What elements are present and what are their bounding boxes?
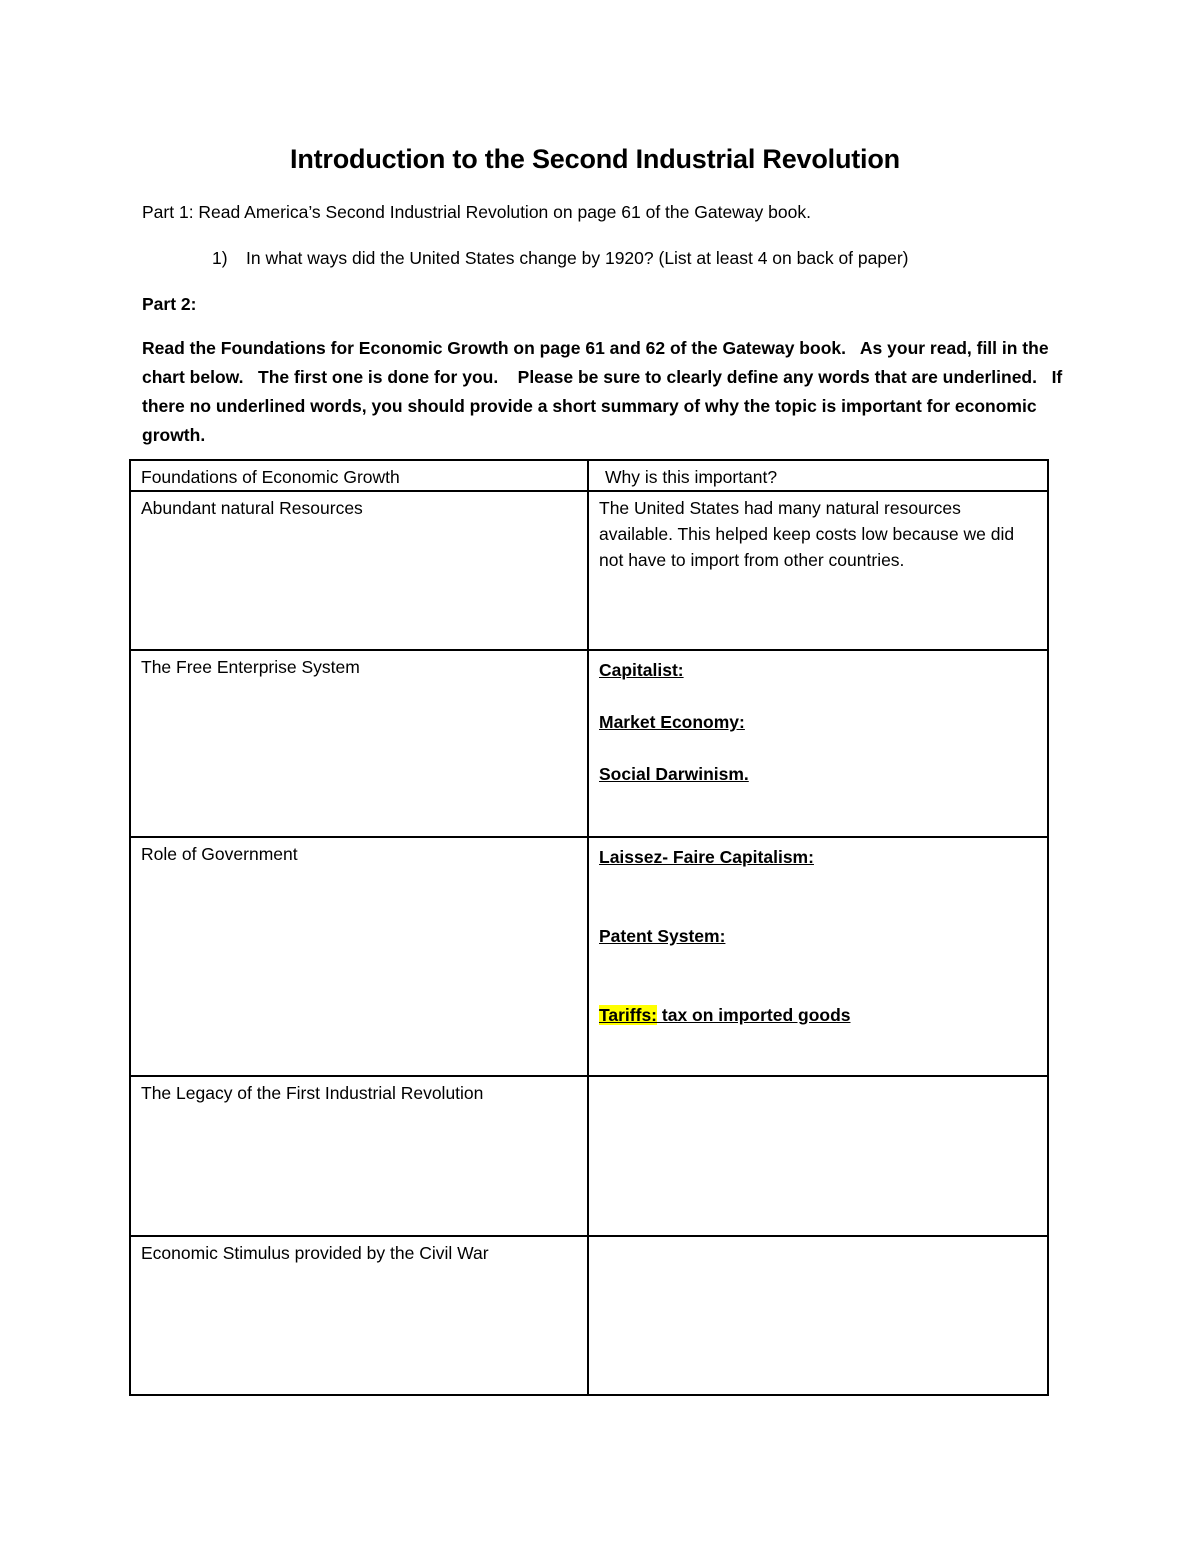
table-header-row bbox=[130, 460, 1048, 491]
question-number: 1) bbox=[212, 248, 228, 268]
table-row bbox=[130, 1076, 1048, 1236]
table-row bbox=[130, 1236, 1048, 1395]
page-title: Introduction to the Second Industrial Revolution bbox=[290, 144, 900, 174]
answer-cell[interactable]: The United States had many natural resources available. This helped keep costs low because we did not have to import from other countries. bbox=[588, 491, 1048, 650]
term-capitalist: Capitalist: bbox=[599, 660, 684, 680]
table-row bbox=[130, 650, 1048, 837]
answer-cell[interactable] bbox=[588, 1076, 1048, 1236]
foundation-cell: Abundant natural Resources bbox=[130, 491, 588, 650]
part2-label: Part 2: bbox=[142, 294, 197, 314]
question-text: In what ways did the United States change by 1920? (List at least 4 on back of paper) bbox=[246, 248, 909, 268]
foundation-cell: Role of Government bbox=[130, 837, 588, 1076]
foundation-cell: The Legacy of the First Industrial Revolution bbox=[130, 1076, 588, 1236]
term-social-darwinism: Social Darwinism. bbox=[599, 764, 749, 784]
foundation-cell: Economic Stimulus provided by the Civil War bbox=[130, 1236, 588, 1395]
part1-instructions: Part 1: Read America’s Second Industrial Revolution on page 61 of the Gateway book. bbox=[142, 202, 811, 222]
answer-cell[interactable] bbox=[588, 837, 1048, 1076]
term-tariffs bbox=[599, 1002, 1037, 1028]
header-importance: Why is this important? bbox=[588, 460, 1048, 491]
term-laissez-faire: Laissez- Faire Capitalism: bbox=[599, 847, 814, 867]
term-patent-system: Patent System: bbox=[599, 926, 726, 946]
answer-cell[interactable] bbox=[588, 650, 1048, 837]
term-market-economy: Market Economy: bbox=[599, 712, 745, 732]
tariffs-definition: tax on imported goods bbox=[657, 1005, 851, 1025]
question-1 bbox=[212, 248, 909, 269]
table-row bbox=[130, 491, 1048, 650]
table-row bbox=[130, 837, 1048, 1076]
tariffs-label: Tariffs: bbox=[599, 1005, 658, 1025]
foundation-cell: The Free Enterprise System bbox=[130, 650, 588, 837]
economic-growth-chart bbox=[129, 459, 1049, 1396]
header-foundations: Foundations of Economic Growth bbox=[130, 460, 588, 491]
answer-cell[interactable] bbox=[588, 1236, 1048, 1395]
part2-instructions: Read the Foundations for Economic Growth on page 61 and 62 of the Gateway book. As your read, fill in the chart below. The first one is done for you. Please be sure to clearly define any words that are underlined. If there no underlined words, you should provide a short summary of why the topic is important for economic growth. bbox=[142, 338, 1068, 445]
